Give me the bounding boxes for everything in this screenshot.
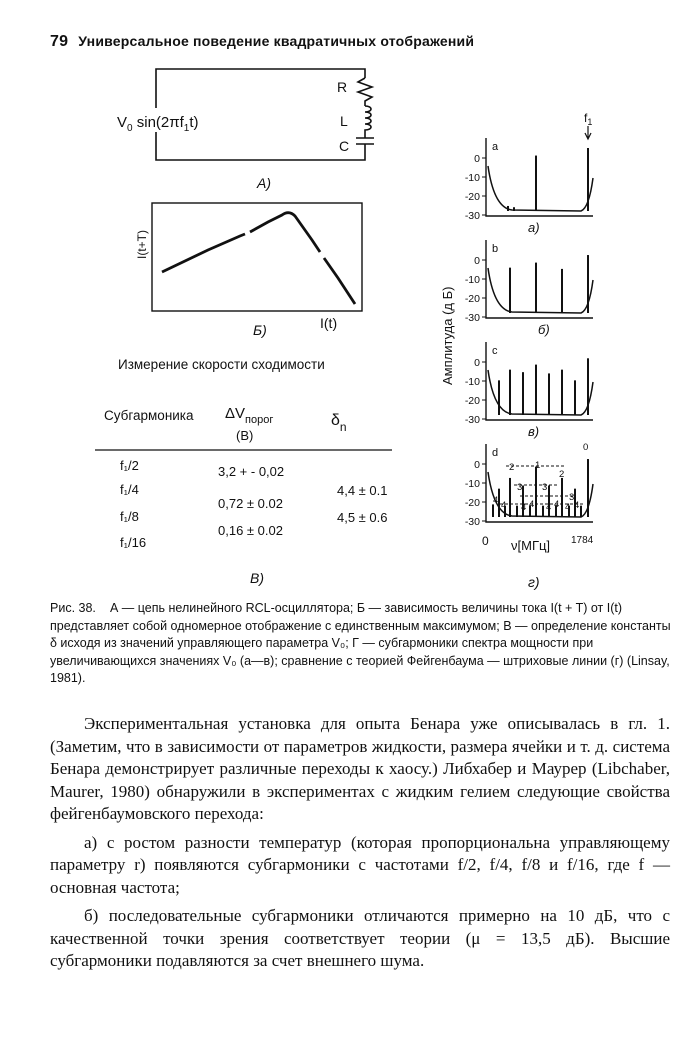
spectra-x-end: 1784: [571, 535, 594, 546]
spectrum-noise-floor: [488, 370, 593, 415]
spectrum-tick-label: -20: [464, 395, 480, 407]
map-x-label: I(t): [320, 315, 338, 331]
spectrum-tick-label: -30: [464, 414, 480, 426]
spectrum-tick-label: 0: [474, 153, 480, 165]
paragraph-3: б) последовательные субгармоники отличаются примерно на 10 дБ, что с качественной точки зрения соответствует теории (μ = 13,5 дБ). Высшие субгармоники подавляются за счет внешнего шума.: [50, 906, 670, 970]
delta-2: 4,5 ± 0.6: [337, 510, 388, 525]
l-label: L: [340, 113, 348, 129]
paragraph-1: Экспериментальная установка для опыта Бенара уже описывалась в гл. 1. (Заметим, что в зависимости от параметров жидкости, размера ячейки и т. д. система Бенара демонстрирует различные переходы к хаосу.) Либхабер и Маурер (Libchaber, Maurer, 1980) обнаружили в экспериментах с жидким гелием следующие свойства фейгенбаумовского перехода:: [50, 714, 670, 823]
col2-header: $\Delta V_{порог}$: [225, 405, 274, 426]
spectrum-noise-floor: [488, 166, 593, 211]
caption-text: А — цепь нелинейного RCL-осциллятора; Б — зависимость величины тока I(t + T) от I(t) представляет собой одномерное отображение с единственным максимумом; В — определение константы δ исходя из значений управляющего параметра V₀; Г — субгармоники спектра мощности при увеличивающихся значениях V₀ (а—в); сравнение с теорией Фейгенбаума — штриховые линии (г) (Linsay, 1981).: [50, 601, 671, 685]
source-label: $V_0$ $\sin(2\pi f_1t)$: [117, 114, 199, 134]
row-f1-2: f₁/2: [120, 458, 139, 473]
row-f1-8: f₁/8: [120, 509, 139, 524]
panel-label-g: г): [528, 574, 540, 590]
resistor-symbol: [358, 78, 372, 106]
map-plot-frame: [152, 203, 362, 311]
subharmonic-order-label: 0: [583, 442, 589, 453]
paragraph-2: а) с ростом разности температур (которая пропорциональна управляющему параметру r) появляются субгармоники с частотами f/2, f/4, f/8 и f/16, где f — основная частота;: [50, 832, 670, 897]
f1-marker-arrow: [585, 126, 591, 139]
panel-label-v: В): [250, 570, 264, 586]
c-label: C: [339, 138, 350, 154]
col3-header: $\delta_n$: [331, 412, 347, 434]
spectra-panels: [465, 138, 593, 528]
subharmonic-order-label: 4: [529, 499, 535, 510]
spectrum-tick-label: -30: [464, 312, 480, 324]
spectrum-letter: c: [492, 345, 498, 357]
threshold-1: 3,2 + - 0,02: [218, 464, 285, 479]
spectra-y-axis-label: Амплитуда (д Б): [440, 286, 455, 385]
threshold-2: 0,72 ± 0.02: [218, 496, 283, 511]
subharmonic-order-label: 3: [517, 482, 523, 493]
subharmonic-order-label: 3: [542, 482, 548, 493]
body-text: [50, 713, 670, 979]
row-f1-4: f₁/4: [120, 482, 139, 497]
running-title: Универсальное поведение квадратичных отображений: [78, 33, 475, 49]
f1-marker-label: $f_1$: [584, 111, 593, 127]
col1-header: Субгармоника: [104, 408, 194, 423]
panel-label-a: А): [257, 175, 271, 191]
subharmonic-order-label: 2: [559, 469, 565, 480]
spectrum-tick-label: -10: [464, 274, 480, 286]
spectrum-panel-label: а): [528, 220, 540, 235]
figure-caption: [50, 600, 675, 688]
spectrum-tick-label: -20: [464, 191, 480, 203]
spectrum-noise-floor: [488, 268, 593, 313]
spectrum-tick-label: -20: [464, 293, 480, 305]
map-y-label: I(t+T): [135, 230, 149, 259]
table-title: Измерение скорости сходимости: [118, 357, 325, 372]
row-f1-16: f₁/16: [120, 535, 147, 550]
subharmonic-order-label: 4: [565, 502, 571, 513]
spectrum-tick-label: -30: [464, 210, 480, 222]
spectrum-letter: a: [492, 141, 499, 153]
spectrum-tick-label: -10: [464, 478, 480, 490]
delta-1: 4,4 ± 0.1: [337, 483, 388, 498]
spectrum-letter: d: [492, 447, 499, 459]
subharmonic-order-label: 4: [554, 499, 560, 510]
spectra-x-label: ν[МГц]: [511, 538, 551, 553]
subharmonic-order-label: 4: [546, 502, 552, 513]
spectrum-tick-label: -30: [464, 516, 480, 528]
capacitor-symbol: [356, 138, 374, 153]
subharmonic-order-label: 2: [509, 462, 515, 473]
caption-label: Рис. 38.: [50, 601, 96, 615]
spectrum-tick-label: 0: [474, 357, 480, 369]
inductor-symbol: [365, 106, 371, 138]
col2-unit: (B): [236, 428, 254, 443]
spectrum-tick-label: -20: [464, 497, 480, 509]
subharmonic-order-label: 1: [535, 460, 541, 471]
spectrum-tick-label: -10: [464, 376, 480, 388]
r-label: R: [337, 79, 348, 95]
map-curve: [162, 213, 355, 304]
subharmonic-order-label: 4: [521, 502, 527, 513]
spectrum-panel-label: в): [528, 424, 540, 439]
subharmonic-order-label: 4: [493, 495, 499, 506]
spectra-x-start: 0: [482, 534, 489, 548]
subharmonic-order-label: 3: [569, 492, 575, 503]
threshold-3: 0,16 ± 0.02: [218, 523, 283, 538]
spectrum-tick-label: 0: [474, 459, 480, 471]
spectrum-tick-label: -10: [464, 172, 480, 184]
spectrum-tick-label: 0: [474, 255, 480, 267]
subharmonic-order-label: 4: [574, 500, 580, 511]
spectrum-letter: b: [492, 243, 499, 255]
page-number: 79: [50, 33, 69, 50]
panel-label-b: Б): [253, 322, 267, 338]
subharmonic-order-label: 4: [501, 500, 507, 511]
spectrum-panel-label: б): [538, 322, 550, 337]
